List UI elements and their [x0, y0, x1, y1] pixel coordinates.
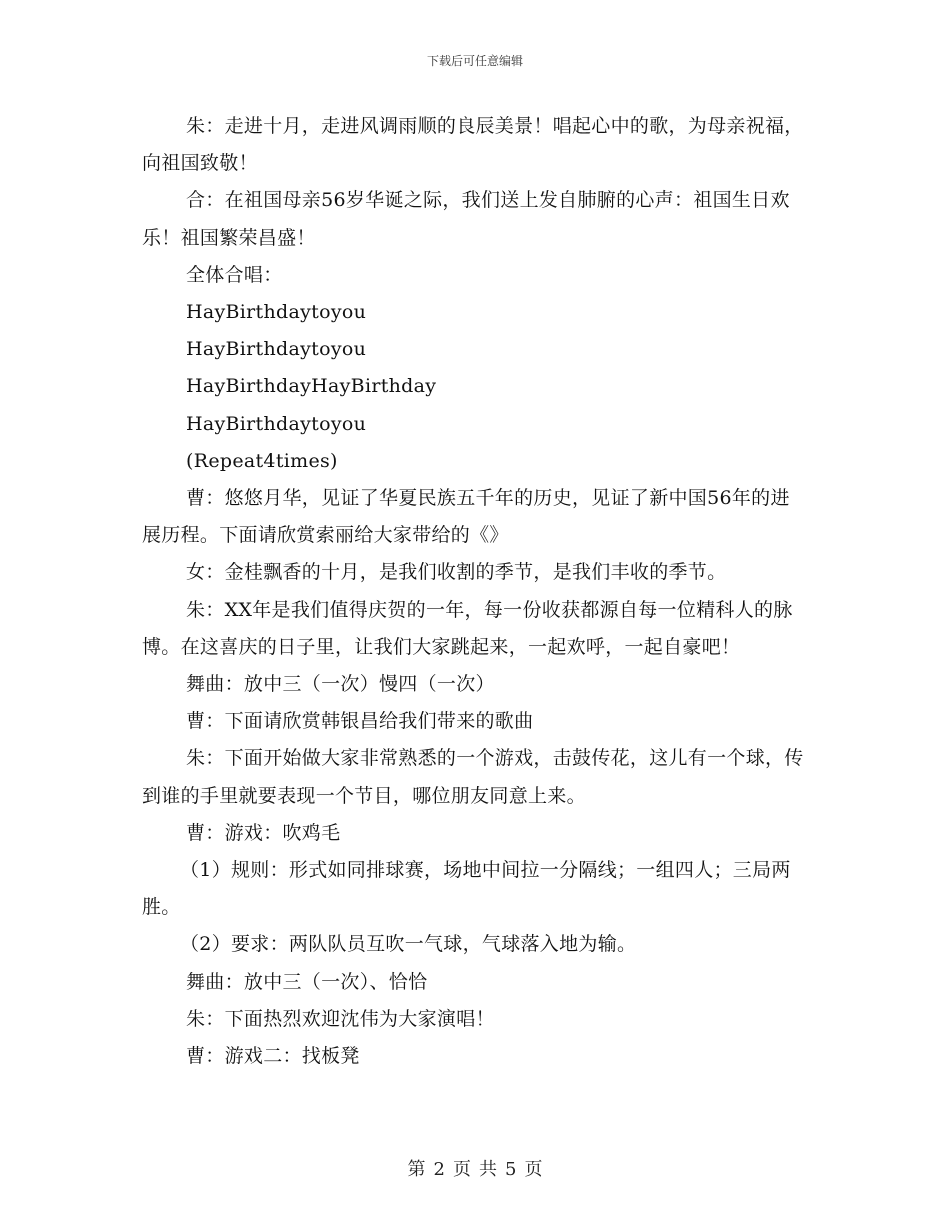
paragraph: 曹：游戏二：找板凳	[186, 1045, 360, 1068]
paragraph: 朱：下面热烈欢迎沈伟为大家演唱！	[186, 1007, 495, 1030]
song-line: HayBirthdaytoyou	[186, 338, 367, 361]
paragraph: 曹：下面请欣赏韩银昌给我们带来的歌曲	[186, 710, 534, 733]
paragraph: 朱：XX年是我们值得庆贺的一年，每一份收获都源自每一位精科人的脉博。在这喜庆的日子里，让我们大家跳起来，一起欢呼，一起自豪吧！	[142, 598, 793, 658]
song-repeat-note: (Repeat4times)	[186, 449, 338, 472]
document-body	[142, 108, 807, 1075]
paragraph: 朱：走进十月，走进风调雨顺的良辰美景！唱起心中的歌，为母亲祝福，向祖国致敬！	[142, 115, 804, 175]
current-page-number: 2	[433, 1159, 445, 1180]
page-footer	[0, 1155, 950, 1181]
page-header: 下载后可任意编辑	[426, 54, 523, 68]
page-unit: 页	[453, 1159, 471, 1180]
total-unit: 页	[524, 1159, 543, 1180]
rule-item: （2）要求：两队队员互吹一气球，气球落入地为输。	[180, 933, 637, 956]
paragraph: 合：在祖国母亲56岁华诞之际，我们送上发自肺腑的心声：祖国生日欢乐！祖国繁荣昌盛！	[142, 189, 790, 249]
page-word: 第	[407, 1159, 426, 1180]
paragraph: 朱：下面开始做大家非常熟悉的一个游戏，击鼓传花，这儿有一个球，传到谁的手里就要表现一个节目，哪位朋友同意上来。	[142, 747, 804, 807]
paragraph: 曹：悠悠月华，见证了华夏民族五千年的历史，见证了新中国56年的进展历程。下面请欣赏索丽给大家带给的《》	[142, 487, 790, 547]
paragraph: 曹：游戏：吹鸡毛	[186, 821, 341, 844]
song-line: HayBirthdaytoyou	[186, 412, 367, 435]
paragraph: 全体合唱：	[186, 263, 283, 286]
total-word: 共	[479, 1159, 497, 1180]
paragraph: 舞曲：放中三（一次）、恰恰	[186, 970, 428, 993]
song-line: HayBirthdayHayBirthday	[186, 375, 437, 398]
total-pages-number: 5	[505, 1159, 517, 1180]
paragraph: 舞曲：放中三（一次）慢四（一次）	[186, 673, 495, 696]
paragraph: 女：金桂飘香的十月，是我们收割的季节，是我们丰收的季节。	[186, 561, 727, 584]
rule-item: （1）规则：形式如同排球赛，场地中间拉一分隔线；一组四人；三局两胜。	[142, 859, 791, 919]
song-line: HayBirthdaytoyou	[186, 301, 367, 324]
